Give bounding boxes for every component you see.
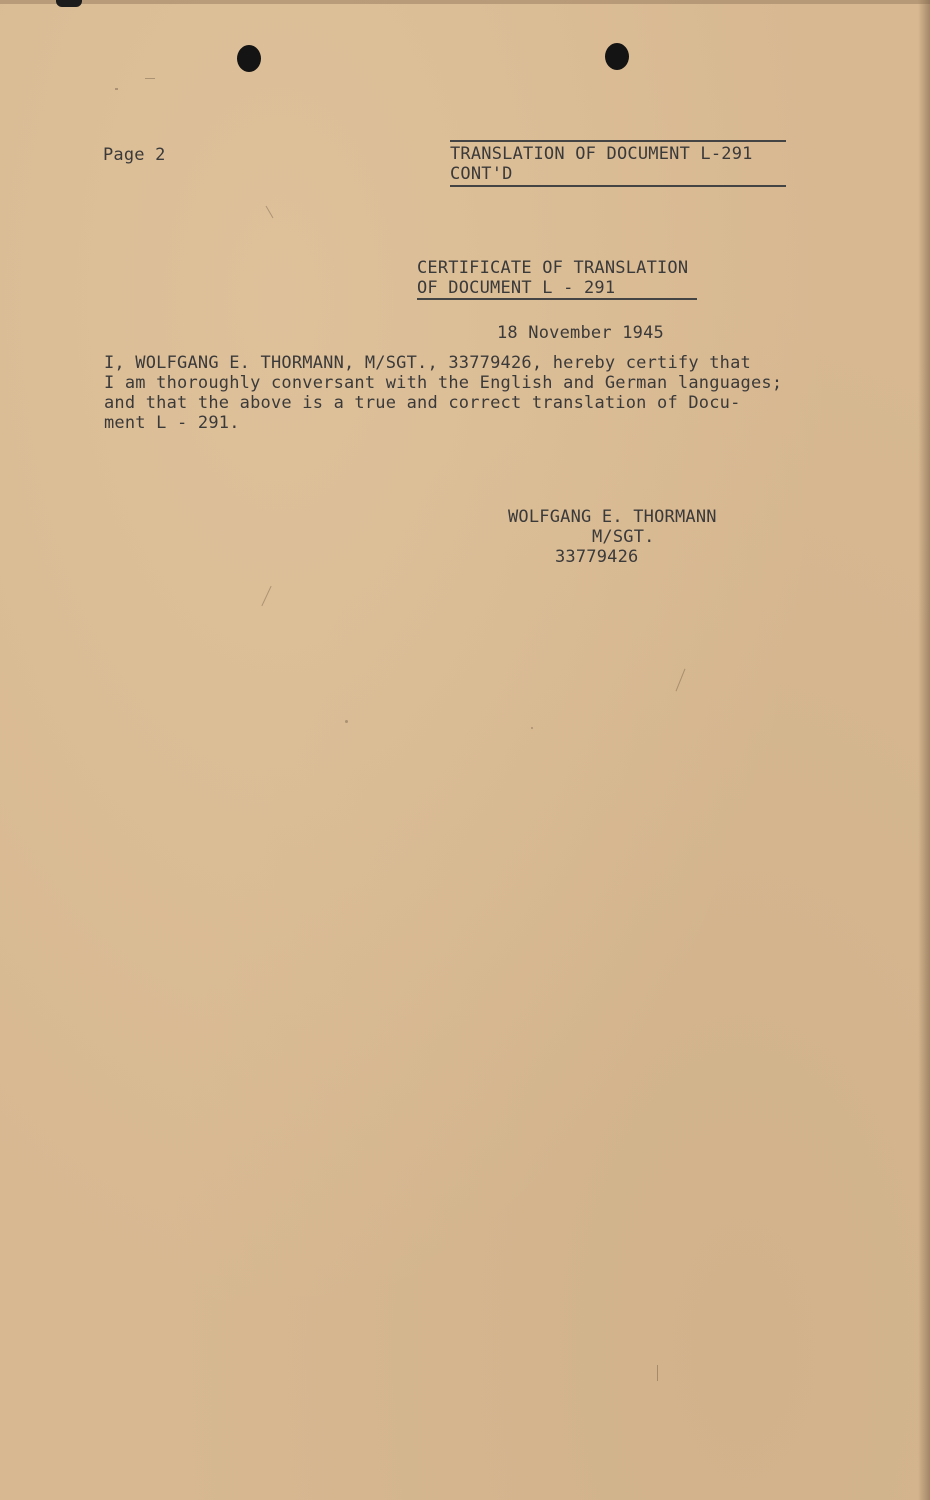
- certificate-heading: [417, 258, 697, 300]
- certificate-body: [104, 353, 884, 433]
- punch-hole-left: [237, 45, 261, 72]
- body-line: I am thoroughly conversant with the English and German languages;: [104, 373, 783, 393]
- certificate-heading-line2: OF DOCUMENT L - 291: [417, 278, 697, 300]
- signer-rank: M/SGT.: [592, 527, 655, 547]
- body-line: and that the above is a true and correct translation of Docu-: [104, 393, 741, 413]
- paper-speck: [145, 78, 155, 79]
- paper-speck: [657, 1365, 658, 1381]
- paper-top-edge: [0, 0, 930, 4]
- body-line: I, WOLFGANG E. THORMANN, M/SGT., 33779426, hereby certify that: [104, 353, 751, 373]
- certificate-heading-line1: CERTIFICATE OF TRANSLATION: [417, 258, 689, 278]
- paper-speck: [115, 88, 118, 90]
- signer-serial: 33779426: [555, 547, 639, 567]
- header-title: TRANSLATION OF DOCUMENT L-291: [450, 144, 753, 164]
- header-continued: CONT'D: [450, 164, 513, 184]
- document-header: [450, 140, 786, 187]
- certificate-date: 18 November 1945: [497, 323, 664, 343]
- punch-hole-right: [605, 43, 629, 70]
- paper-speck: [266, 206, 274, 219]
- corner-tape-mark: [56, 0, 82, 7]
- paper-speck: [345, 720, 348, 723]
- signer-name: WOLFGANG E. THORMANN: [508, 507, 717, 527]
- signature-block: [508, 507, 748, 567]
- body-line: ment L - 291.: [104, 413, 240, 433]
- paper-speck: [531, 727, 533, 729]
- paper-right-edge: [918, 0, 930, 1500]
- paper-speck: [676, 669, 686, 692]
- page-number: Page 2: [103, 145, 166, 165]
- paper-speck: [261, 586, 271, 606]
